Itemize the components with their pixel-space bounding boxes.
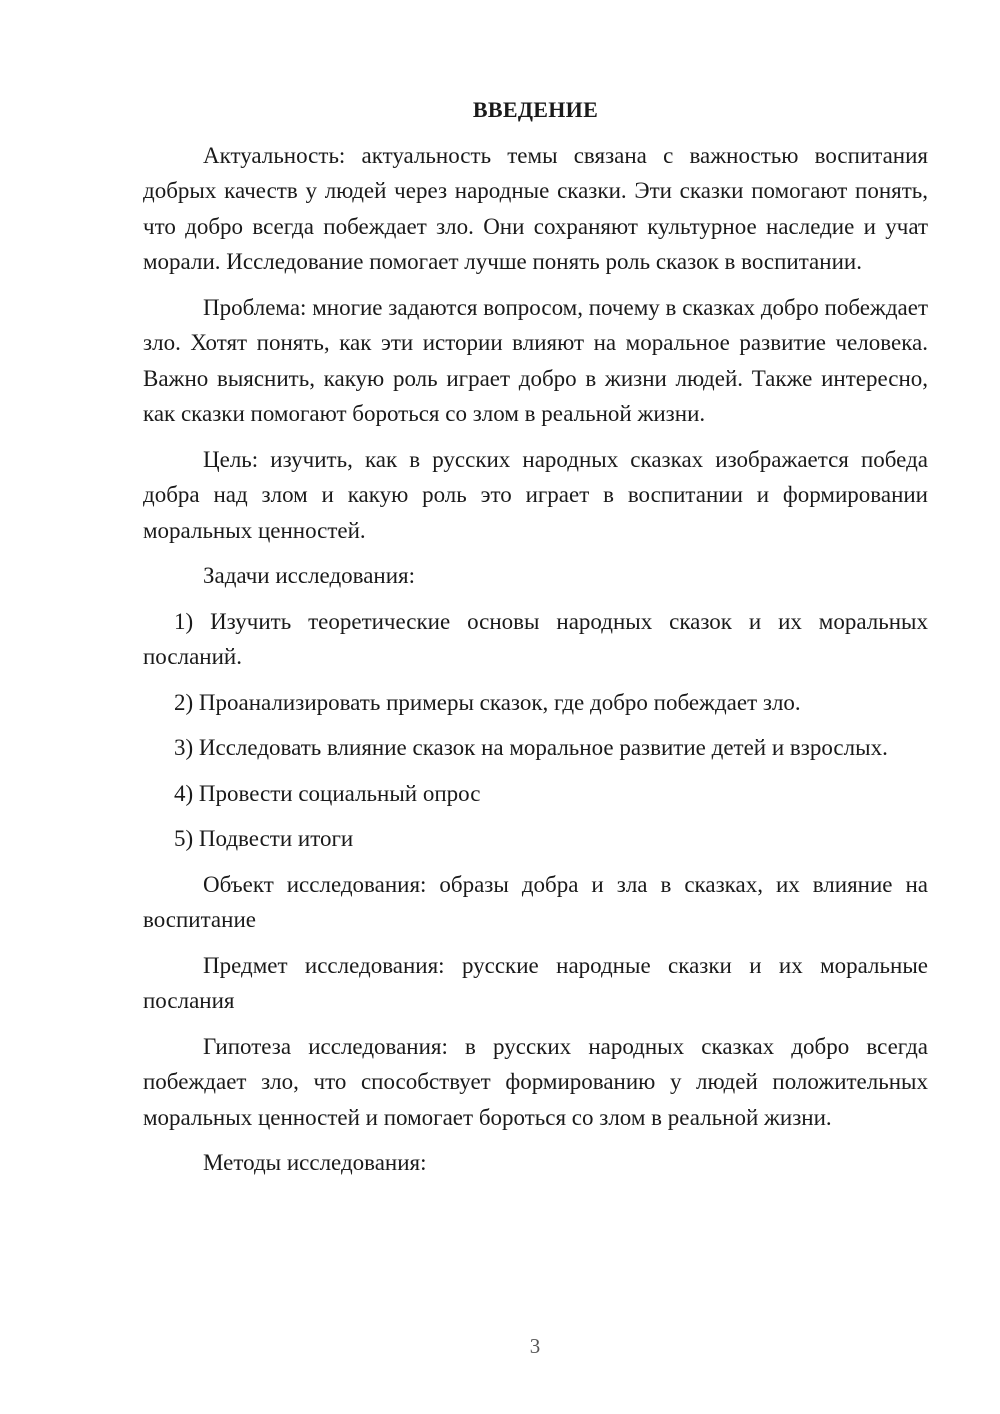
paragraph-subject: Предмет исследования: русские народные сказки и их моральные послания: [143, 952, 928, 1013]
section-title: ВВЕДЕНИЕ: [472, 97, 599, 122]
task-item-5: 5) Подвести итоги: [174, 826, 354, 851]
task-item-4: 4) Провести социальный опрос: [174, 780, 481, 806]
paragraph-object: Объект исследования: образы добра и зла в сказках, их влияние на воспитание: [143, 871, 928, 932]
task-item-2: 2) Проанализировать примеры сказок, где добро побеждает зло.: [174, 689, 801, 715]
task-item-3: 3) Исследовать влияние сказок на моральное развитие детей и взрослых.: [174, 735, 888, 760]
paragraph-goal: Цель: изучить, как в русских народных сказках изображается победа добра над злом и какую роль это играет в воспитании и формировании моральных ценностей.: [143, 446, 928, 543]
paragraph-tasks-heading: Задачи исследования:: [203, 563, 416, 588]
paragraph-problem: Проблема: многие задаются вопросом, почему в сказках добро побеждает зло. Хотят понять, как эти истории влияют на моральное развитие человека. Важно выяснить, какую роль играет добро в жизни людей. Также интересно, как сказки помогают бороться со злом в реальной жизни.: [143, 294, 928, 426]
page-number: 3: [529, 1334, 541, 1358]
task-item-1: 1) Изучить теоретические основы народных сказок и их моральных посланий.: [143, 608, 928, 669]
paragraph-hypothesis: Гипотеза исследования: в русских народных сказках добро всегда побеждает зло, что способствует формированию у людей положительных моральных ценностей и помогает бороться со злом в реальной жизни.: [143, 1033, 928, 1130]
page-content: [143, 92, 928, 1191]
paragraph-methods: Методы исследования:: [203, 1150, 427, 1175]
paragraph-relevance: Актуальность: актуальность темы связана с важностью воспитания добрых качеств у людей через народные сказки. Эти сказки помогают понять, что добро всегда побеждает зло. Они сохраняют культурное наследие и учат морали. Исследование помогает лучше понять роль сказок в воспитании.: [143, 142, 928, 274]
